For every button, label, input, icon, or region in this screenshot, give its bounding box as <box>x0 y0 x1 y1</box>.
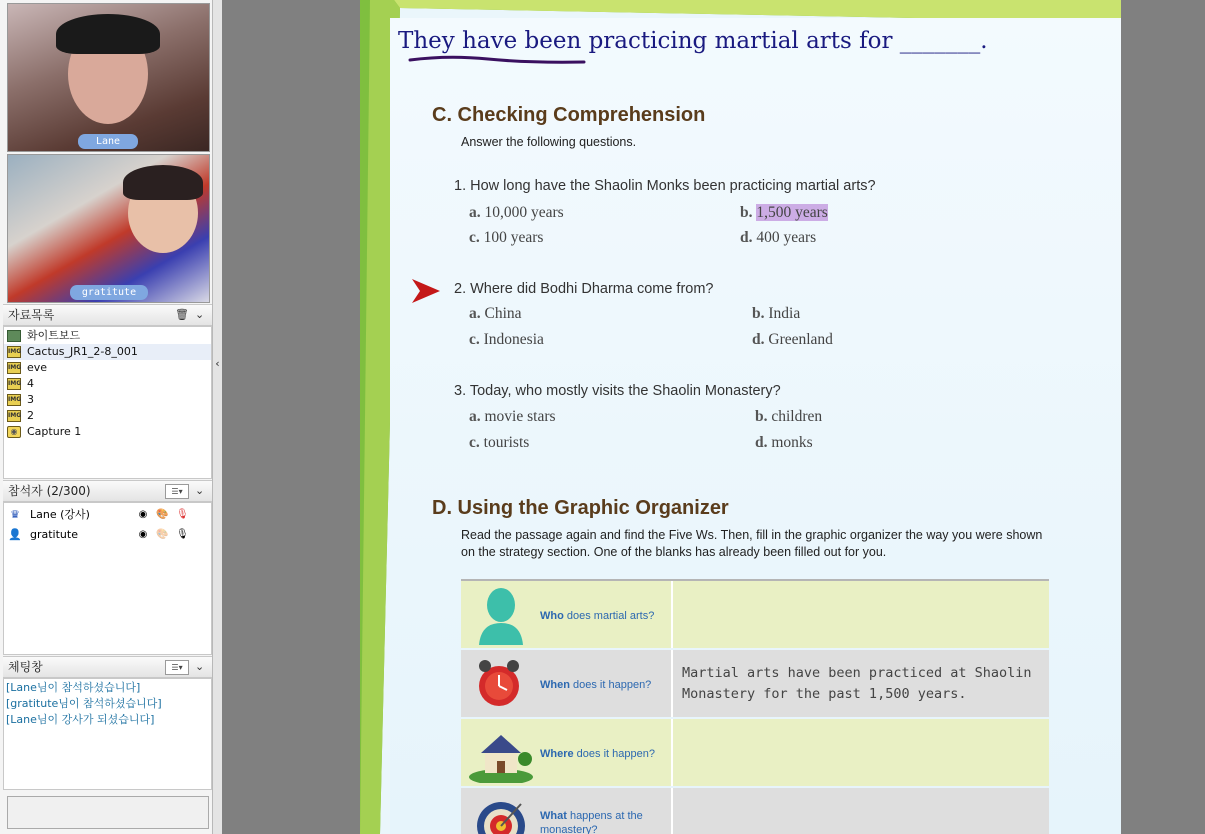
organizer-question-cell <box>461 788 671 834</box>
organizer-question-cell <box>461 719 671 786</box>
organizer-question-where: Where does it happen? <box>540 748 655 760</box>
capture-icon <box>7 426 21 438</box>
participants-header-label: 참석자 (2/300) <box>8 484 91 498</box>
image-file-icon: IMG <box>7 394 21 406</box>
section-d-title: D. Using the Graphic Organizer <box>432 497 729 519</box>
chat-header-label: 체팅창 <box>8 660 43 674</box>
participant-name: Lane (강사) <box>30 508 90 521</box>
organizer-question-when: When does it happen? <box>540 679 652 691</box>
file-item-eve[interactable] <box>4 360 211 376</box>
image-file-icon: IMG <box>7 346 21 358</box>
collapse-panel-icon[interactable]: ‹ <box>215 357 220 370</box>
participant-name: gratitute <box>30 528 78 541</box>
q3-option-c[interactable]: c. tourists <box>469 434 530 451</box>
whiteboard-icon <box>7 330 21 342</box>
image-file-icon: IMG <box>7 362 21 374</box>
file-label: 2 <box>27 409 34 422</box>
organizer-answer-when[interactable] <box>673 650 1049 717</box>
left-panel <box>0 0 213 834</box>
underline-stroke <box>408 54 588 68</box>
organizer-question-what: What happens at the monastery? <box>540 810 643 834</box>
q3-option-d[interactable]: d. monks <box>755 434 813 451</box>
organizer-question-cell <box>461 581 671 648</box>
person-icon <box>469 585 533 645</box>
document-viewer <box>360 0 1121 834</box>
user-icon: 👤 <box>8 528 22 541</box>
video-feed-lane <box>7 3 210 152</box>
chat-message: [Lane님이 강사가 되셨습니다] <box>6 713 155 726</box>
participant-hair <box>56 14 160 54</box>
question-2: 2. Where did Bodhi Dharma come from? <box>454 281 714 297</box>
file-item-whiteboard[interactable] <box>4 328 211 344</box>
organizer-answer-what[interactable] <box>673 788 1049 834</box>
files-header <box>3 304 212 326</box>
organizer-question-cell <box>461 650 671 717</box>
q3-option-b[interactable]: b. children <box>755 408 823 425</box>
pointer-arrow-icon <box>412 278 440 304</box>
crown-icon: ♛ <box>10 508 20 521</box>
q2-option-c[interactable]: c. Indonesia <box>469 331 544 348</box>
q2-option-d[interactable]: d. Greenland <box>752 331 833 348</box>
chat-message: [Lane님이 참석하셨습니다] <box>6 681 141 694</box>
webcam-icon[interactable]: ◉ <box>138 509 148 520</box>
image-file-icon: IMG <box>7 378 21 390</box>
trash-icon[interactable]: 🗑 <box>175 308 189 321</box>
file-label: 화이트보드 <box>27 329 81 342</box>
image-file-icon: IMG <box>7 410 21 422</box>
chevron-down-icon[interactable]: ⌄ <box>195 660 205 673</box>
chevron-down-icon[interactable]: ⌄ <box>195 484 205 497</box>
chevron-down-icon[interactable]: ⌄ <box>195 308 205 321</box>
chat-log <box>3 678 212 790</box>
file-item-capture[interactable] <box>4 424 211 440</box>
q2-option-a[interactable]: a. China <box>469 305 522 322</box>
file-item-3[interactable] <box>4 392 211 408</box>
panel-divider[interactable] <box>213 0 222 834</box>
q1-option-b[interactable]: b. 1,500 years <box>740 204 828 221</box>
file-label: 4 <box>27 377 34 390</box>
file-label: 3 <box>27 393 34 406</box>
file-label: Capture 1 <box>27 425 82 438</box>
alarm-clock-icon <box>469 654 533 714</box>
organizer-question-who: Who does martial arts? <box>540 610 655 622</box>
files-list <box>3 326 212 479</box>
organizer-row-what <box>461 788 1049 834</box>
organizer-row-where <box>461 719 1049 786</box>
files-header-label: 자료목록 <box>8 308 55 322</box>
q3-option-a[interactable]: a. movie stars <box>469 408 556 425</box>
q1-option-c[interactable]: c. 100 years <box>469 229 544 246</box>
participants-header <box>3 480 212 502</box>
section-d-instruction: Read the passage again and find the Five Ws. Then, fill in the graphic organizer the way you were shown on the strategy section. One of the blanks has already been filled out for you. <box>461 528 1043 559</box>
video-label: gratitute <box>70 285 148 300</box>
chat-header <box>3 656 212 678</box>
participants-list <box>3 502 212 655</box>
file-label: Cactus_JR1_2-8_001 <box>27 345 138 358</box>
palette-icon[interactable]: 🎨 <box>156 509 169 520</box>
list-menu-icon[interactable]: ☰▾ <box>165 484 189 499</box>
target-icon <box>469 792 533 834</box>
question-1: 1. How long have the Shaolin Monks been practicing martial arts? <box>454 178 876 194</box>
webcam-icon[interactable]: ◉ <box>138 529 148 540</box>
handwritten-prompt: They have been practicing martial arts for _______. <box>398 28 988 54</box>
organizer-answer-who[interactable] <box>673 581 1049 648</box>
file-item-2[interactable] <box>4 408 211 424</box>
participant-row-lane[interactable] <box>4 505 211 525</box>
section-c-title: C. Checking Comprehension <box>432 104 706 126</box>
q1-option-d[interactable]: d. 400 years <box>740 229 817 246</box>
chat-message: [gratitute님이 참석하셨습니다] <box>6 697 162 710</box>
file-item-4[interactable] <box>4 376 211 392</box>
file-label: eve <box>27 361 48 374</box>
palette-icon[interactable]: 🎨 <box>156 529 169 540</box>
chat-input[interactable] <box>7 796 209 829</box>
mic-icon[interactable]: 🎙 <box>176 529 189 540</box>
graphic-organizer <box>461 579 1049 834</box>
list-menu-icon[interactable]: ☰▾ <box>165 660 189 675</box>
participant-row-gratitute[interactable] <box>4 525 211 545</box>
video-label: Lane <box>78 134 138 149</box>
mic-active-icon[interactable]: 🎙 <box>176 509 189 520</box>
organizer-row-who <box>461 581 1049 648</box>
house-icon <box>469 723 533 783</box>
q2-option-b[interactable]: b. India <box>752 305 801 322</box>
participant-hair <box>123 165 203 200</box>
file-item-cactus[interactable] <box>4 344 211 360</box>
organizer-row-when <box>461 650 1049 717</box>
q1-option-a[interactable]: a. 10,000 years <box>469 204 564 221</box>
organizer-filled-answer: Martial arts have been practiced at Shaolin Monastery for the past 1,500 years. <box>682 665 1032 702</box>
organizer-answer-where[interactable] <box>673 719 1049 786</box>
question-3: 3. Today, who mostly visits the Shaolin Monastery? <box>454 383 781 399</box>
video-feed-gratitute <box>7 154 210 303</box>
section-c-instruction: Answer the following questions. <box>461 135 637 149</box>
